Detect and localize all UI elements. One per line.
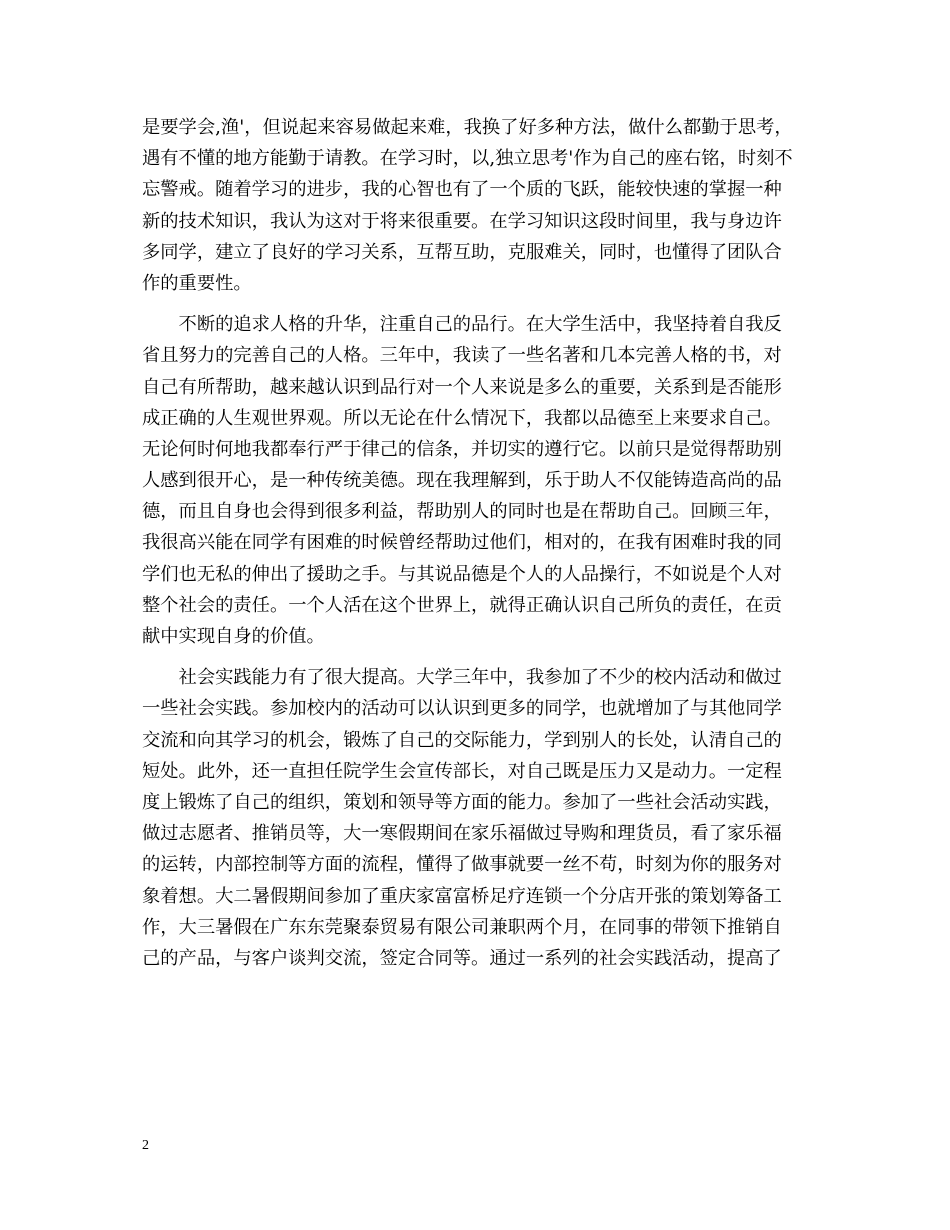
text-line: 的运转，内部控制等方面的流程，懂得了做事就要一丝不苟，时刻为你的服务对 [142, 854, 782, 876]
paragraph [142, 662, 812, 974]
text-line: 遇有不懂的地方能勤于请教。在学习时，以,独立思考'作为自己的座右铭，时刻不 [142, 148, 793, 170]
text-line: 多同学，建立了良好的学习关系，互帮互助，克服难关，同时，也懂得了团队合 [142, 241, 782, 263]
body-text [142, 112, 812, 974]
text-line: 省且努力的完善自己的人格。三年中，我读了一些名著和几本完善人格的书，对 [142, 345, 782, 367]
text-line: 不断的追求人格的升华，注重自己的品行。在大学生活中，我坚持着自我反 [142, 314, 782, 336]
paragraph-gap [142, 299, 812, 309]
text-line: 人感到很开心，是一种传统美德。现在我理解到，乐于助人不仅能铸造高尚的品 [142, 470, 782, 492]
text-line: 作，大三暑假在广东东莞聚泰贸易有限公司兼职两个月，在同事的带领下推销自 [142, 916, 782, 938]
text-line: 成正确的人生观世界观。所以无论在什么情况下，我都以品德至上来要求自己。 [142, 407, 782, 429]
text-line: 忘警戒。随着学习的进步，我的心智也有了一个质的飞跃，能较快速的掌握一种 [142, 179, 782, 201]
text-line: 无论何时何地我都奉行严于律己的信条，并切实的遵行它。以前只是觉得帮助别 [142, 438, 782, 460]
page-number: 2 [142, 1138, 149, 1153]
text-line: 我很高兴能在同学有困难的时候曾经帮助过他们，相对的，在我有困难时我的同 [142, 532, 782, 554]
text-line: 自己有所帮助，越来越认识到品行对一个人来说是多么的重要，关系到是否能形 [142, 376, 782, 398]
text-line: 短处。此外，还一直担任院学生会宣传部长，对自己既是压力又是动力。一定程 [142, 760, 782, 782]
text-line: 度上锻炼了自己的组织，策划和领导等方面的能力。参加了一些社会活动实践， [142, 791, 782, 813]
text-line: 作的重要性。 [142, 272, 252, 294]
text-line: 象着想。大二暑假期间参加了重庆家富富桥足疗连锁一个分店开张的策划筹备工 [142, 885, 782, 907]
text-line: 整个社会的责任。一个人活在这个世界上，就得正确认识自己所负的责任，在贡 [142, 594, 782, 616]
text-line: 学们也无私的伸出了援助之手。与其说品德是个人的人品操行，不如说是个人对 [142, 563, 782, 585]
paragraph-gap [142, 652, 812, 662]
paragraph [142, 309, 812, 652]
text-line: 德，而且自身也会得到很多利益，帮助别人的同时也是在帮助自己。回顾三年， [142, 501, 782, 523]
text-line: 交流和向其学习的机会，锻炼了自己的交际能力，学到别人的长处，认清自己的 [142, 729, 782, 751]
paragraph [142, 112, 812, 299]
text-line: 新的技术知识，我认为这对于将来很重要。在学习知识这段时间里，我与身边许 [142, 210, 782, 232]
text-line: 献中实现自身的价值。 [142, 626, 325, 647]
text-line: 是要学会,渔'，但说起来容易做起来难，我换了好多种方法，做什么都勤于思考， [142, 117, 793, 138]
text-line: 社会实践能力有了很大提高。大学三年中，我参加了不少的校内活动和做过 [142, 667, 782, 689]
text-line: 己的产品，与客户谈判交流，签定合同等。通过一系列的社会实践活动，提高了 [142, 947, 782, 969]
text-line: 做过志愿者、推销员等，大一寒假期间在家乐福做过导购和理货员，看了家乐福 [142, 823, 782, 845]
text-line: 一些社会实践。参加校内的活动可以认识到更多的同学，也就增加了与其他同学 [142, 698, 782, 720]
